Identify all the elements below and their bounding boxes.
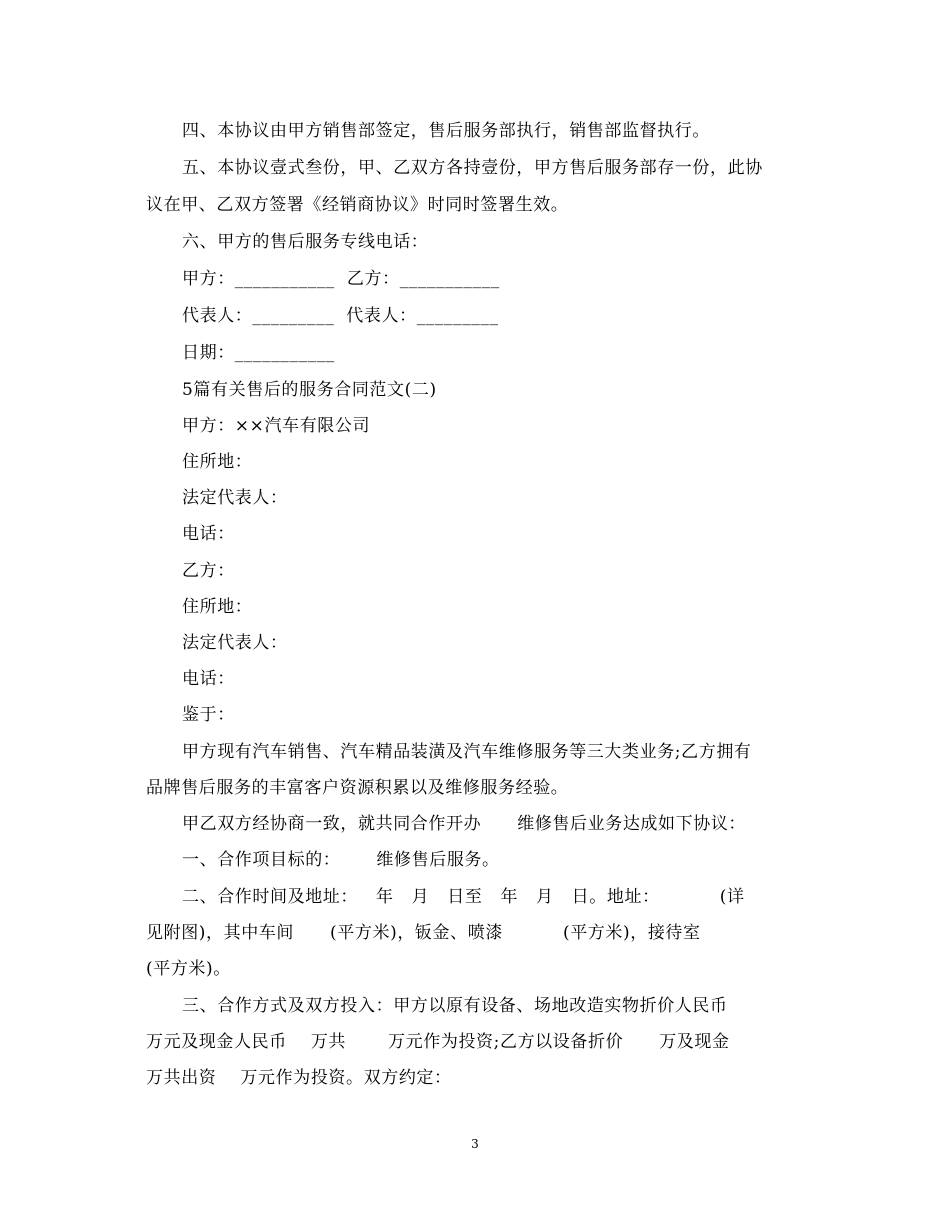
agreement-intro: 甲乙双方经协商一致，就共同合作开办 维修售后业务达成如下协议：: [182, 814, 747, 834]
party-a-address: 住所地：: [182, 452, 253, 472]
signature-date-line: 日期：___________: [182, 343, 335, 363]
paragraph-clause-6: 六、甲方的售后服务专线电话：: [182, 232, 429, 252]
section-title: 5篇有关售后的服务合同范文(二): [182, 380, 437, 400]
whereas-paragraph-line-2: 品牌售后服务的丰富客户资源积累以及维修服务经验。: [146, 778, 569, 798]
clause-2-line-2: 见附图)，其中车间 (平方米)，钣金、喷漆 (平方米)，接待室: [146, 923, 701, 943]
page-number: 3: [471, 1137, 479, 1151]
party-b-phone: 电话：: [182, 669, 235, 689]
clause-2-line-1: 二、合作时间及地址： 年 月 日至 年 月 日。地址： (详: [182, 887, 745, 907]
clause-3-line-1: 三、合作方式及双方投入：甲方以原有设备、场地改造实物折价人民币: [182, 996, 728, 1016]
signature-representatives-line: 代表人：_________ 代表人：_________: [182, 306, 499, 326]
signature-parties-line: 甲方：___________ 乙方：___________: [182, 269, 500, 289]
whereas-paragraph-line-1: 甲方现有汽车销售、汽车精品装潢及汽车维修服务等三大类业务;乙方拥有: [182, 742, 752, 762]
paragraph-clause-5-line-2: 议在甲、乙双方签署《经销商协议》时同时签署生效。: [146, 195, 569, 215]
party-b-address: 住所地：: [182, 597, 253, 617]
party-a-representative: 法定代表人：: [182, 488, 288, 508]
party-a-name: 甲方：××汽车有限公司: [182, 416, 371, 436]
clause-1-subject: 一、合作项目标的： 维修售后服务。: [182, 850, 500, 870]
clause-3-line-3: 万共出资 万元作为投资。双方约定：: [146, 1068, 452, 1088]
clause-2-line-3: (平方米)。: [146, 959, 231, 979]
party-b-representative: 法定代表人：: [182, 633, 288, 653]
paragraph-clause-5-line-1: 五、本协议壹式叁份，甲、乙双方各持壹份，甲方售后服务部存一份，此协: [182, 158, 763, 178]
whereas-heading: 鉴于：: [182, 705, 235, 725]
paragraph-clause-4: 四、本协议由甲方销售部签定，售后服务部执行，销售部监督执行。: [182, 121, 710, 141]
party-a-phone: 电话：: [182, 524, 235, 544]
party-b-name: 乙方：: [182, 561, 235, 581]
clause-3-line-2: 万元及现金人民币 万共 万元作为投资;乙方以设备折价 万及现金: [146, 1032, 730, 1052]
